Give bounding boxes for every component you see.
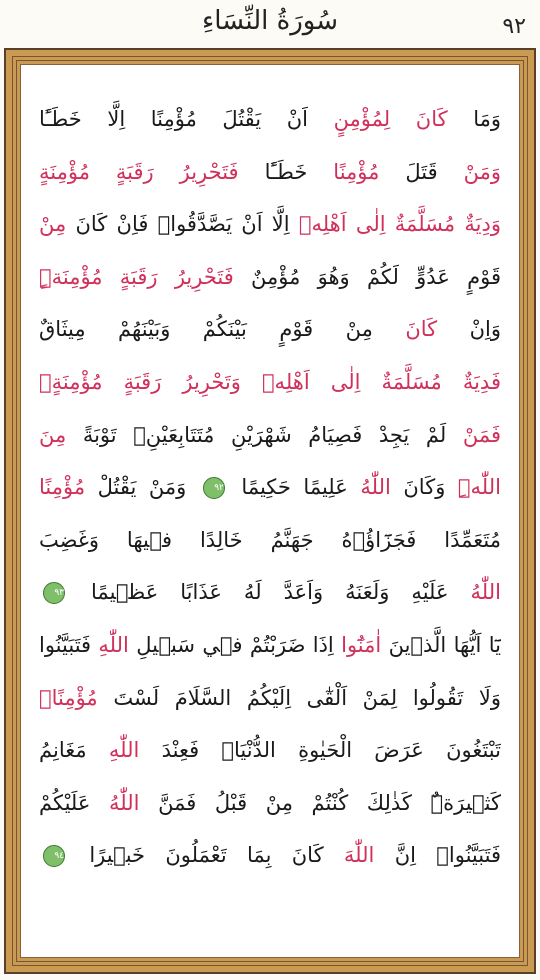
highlighted-text: فَتَحْرِيرُ رَقَبَةٍ مُؤْمِنَةٍۜ bbox=[39, 264, 234, 289]
text-line bbox=[39, 93, 501, 146]
highlighted-text: اللّٰهُ bbox=[360, 475, 391, 500]
page-number: ٩٢ bbox=[502, 14, 526, 39]
verse-text: خَطَـًٔا bbox=[264, 159, 308, 184]
text-line bbox=[39, 566, 501, 619]
ayah-number-marker: ٩٤ bbox=[43, 845, 65, 867]
verse-text: قَتَلَ bbox=[405, 159, 438, 184]
text-line bbox=[39, 409, 501, 462]
verse-text: مِنْ قَوْمٍ بَيْنَكُمْ وَبَيْنَهُمْ مِيثَاقٌ bbox=[39, 317, 373, 342]
verse-text: اِذَا ضَرَبْتُمْ ف۪ي سَب۪يلِ bbox=[136, 632, 334, 657]
highlighted-text: اللّٰهِۜ bbox=[457, 475, 501, 500]
text-line bbox=[39, 829, 501, 882]
verse-text: كَانَ بِمَا تَعْمَلُونَ خَب۪يرًا bbox=[89, 843, 324, 868]
text-line bbox=[39, 777, 501, 830]
verse-text: مُتَعَمِّدًا فَجَزَٓاؤُ۬هُ جَهَنَّمُ خَالِدًا ف۪يهَا وَغَضِبَ bbox=[39, 527, 501, 552]
text-line bbox=[39, 724, 501, 777]
verse-text: وَلَا تَقُولُوا لِمَنْ اَلْقٰٓى اِلَيْكُمُ السَّلَامَ لَسْتَ bbox=[113, 685, 501, 710]
highlighted-text: كَانَ bbox=[405, 317, 438, 342]
text-line bbox=[39, 198, 501, 251]
verse-text: وَمَا bbox=[473, 107, 501, 131]
highlighted-text: وَدِيَةٌ مُسَلَّمَةٌ اِلٰى اَهْلِه۪ bbox=[298, 212, 501, 237]
verse-text: يَٓا اَيُّهَا الَّذ۪ينَ bbox=[388, 632, 501, 657]
highlighted-text: مُؤْمِنًاۚ bbox=[39, 685, 98, 710]
highlighted-text: وَمَنْ bbox=[463, 159, 501, 184]
highlighted-text: مُؤْمِنًا bbox=[333, 159, 380, 184]
text-line bbox=[39, 303, 501, 356]
highlighted-text: اللّٰهِ bbox=[98, 632, 129, 657]
text-line bbox=[39, 672, 501, 725]
verse-text: وَكَانَ bbox=[403, 475, 446, 500]
text-line bbox=[39, 356, 501, 409]
highlighted-text: فَتَحْرِيرُ رَقَبَةٍ مُؤْمِنَةٍ bbox=[39, 159, 239, 184]
page-header bbox=[0, 0, 540, 48]
highlighted-text: فَدِيَةٌ مُسَلَّمَةٌ اِلٰى اَهْلِه۪ وَتَحْرِيرُ رَقَبَةٍ مُؤْمِنَةٍۚ bbox=[39, 369, 501, 394]
verse-text: لَمْ يَجِدْ فَصِيَامُ شَهْرَيْنِ مُتَتَابِعَيْنِۘ تَوْبَةً bbox=[82, 422, 447, 447]
text-panel bbox=[20, 64, 520, 958]
verse-text: تَبْتَغُونَ عَرَضَ الْحَيٰوةِ الدُّنْيَاۘ فَعِنْدَ bbox=[161, 738, 501, 763]
verse-text: عَلَيْكُمْ bbox=[39, 790, 91, 815]
highlighted-text: اللّٰهِ bbox=[108, 738, 140, 763]
verse-text: مَغَانِمُ bbox=[39, 738, 87, 763]
verse-text: اَنْ يَقْتُلَ مُؤْمِنًا اِلَّا خَطَـًٔا bbox=[39, 107, 308, 131]
highlighted-text: اللّٰهُ bbox=[109, 790, 140, 815]
highlighted-text: اٰمَنُٓوا bbox=[341, 632, 382, 657]
ornamental-frame bbox=[4, 48, 536, 974]
highlighted-text: اللّٰهَ bbox=[343, 843, 375, 868]
verse-text: اِلَّا اَنْ يَصَّدَّقُواۜ فَاِنْ كَانَ bbox=[75, 212, 290, 237]
highlighted-text: مُؤْمِنًا bbox=[39, 475, 86, 500]
verse-text: وَمَنْ يَقْتُلْ bbox=[97, 475, 187, 500]
verse-text: قَوْمٍ عَدُوٍّ لَكُمْ وَهُوَ مُؤْمِنٌ bbox=[251, 264, 501, 289]
verse-text: وَاِنْ bbox=[469, 317, 501, 342]
text-line bbox=[39, 461, 501, 514]
text-line bbox=[39, 514, 501, 567]
verse-lines bbox=[39, 93, 501, 882]
highlighted-text: اللّٰهُ bbox=[470, 580, 501, 605]
highlighted-text: فَمَنْ bbox=[462, 422, 501, 447]
ayah-number-marker: ٩٣ bbox=[43, 582, 65, 604]
ayah-number-marker: ٩٢ bbox=[203, 477, 225, 499]
highlighted-text: كَانَ لِمُؤْمِنٍ bbox=[333, 107, 448, 131]
verse-text: كَث۪يرَةٌۜ كَذٰلِكَ كُنْتُمْ مِنْ قَبْلُ فَمَنَّ bbox=[158, 790, 501, 815]
verse-text: عَلَيْهِ وَلَعَنَهُ وَاَعَدَّ لَهُ عَذَابًا عَظ۪يمًا bbox=[91, 580, 449, 605]
text-line bbox=[39, 619, 501, 672]
text-line bbox=[39, 251, 501, 304]
verse-text: فَتَبَيَّنُوا bbox=[39, 632, 92, 657]
verse-text: فَتَبَيَّنُواۜ اِنَّ bbox=[394, 843, 501, 868]
highlighted-text: مِنَ bbox=[39, 422, 67, 447]
highlighted-text: مِنْ bbox=[39, 212, 67, 237]
surah-title: سُورَةُ النِّسَاءِ bbox=[202, 6, 338, 36]
verse-text: عَلِيمًا حَكِيمًا bbox=[241, 475, 348, 500]
text-line bbox=[39, 146, 501, 199]
